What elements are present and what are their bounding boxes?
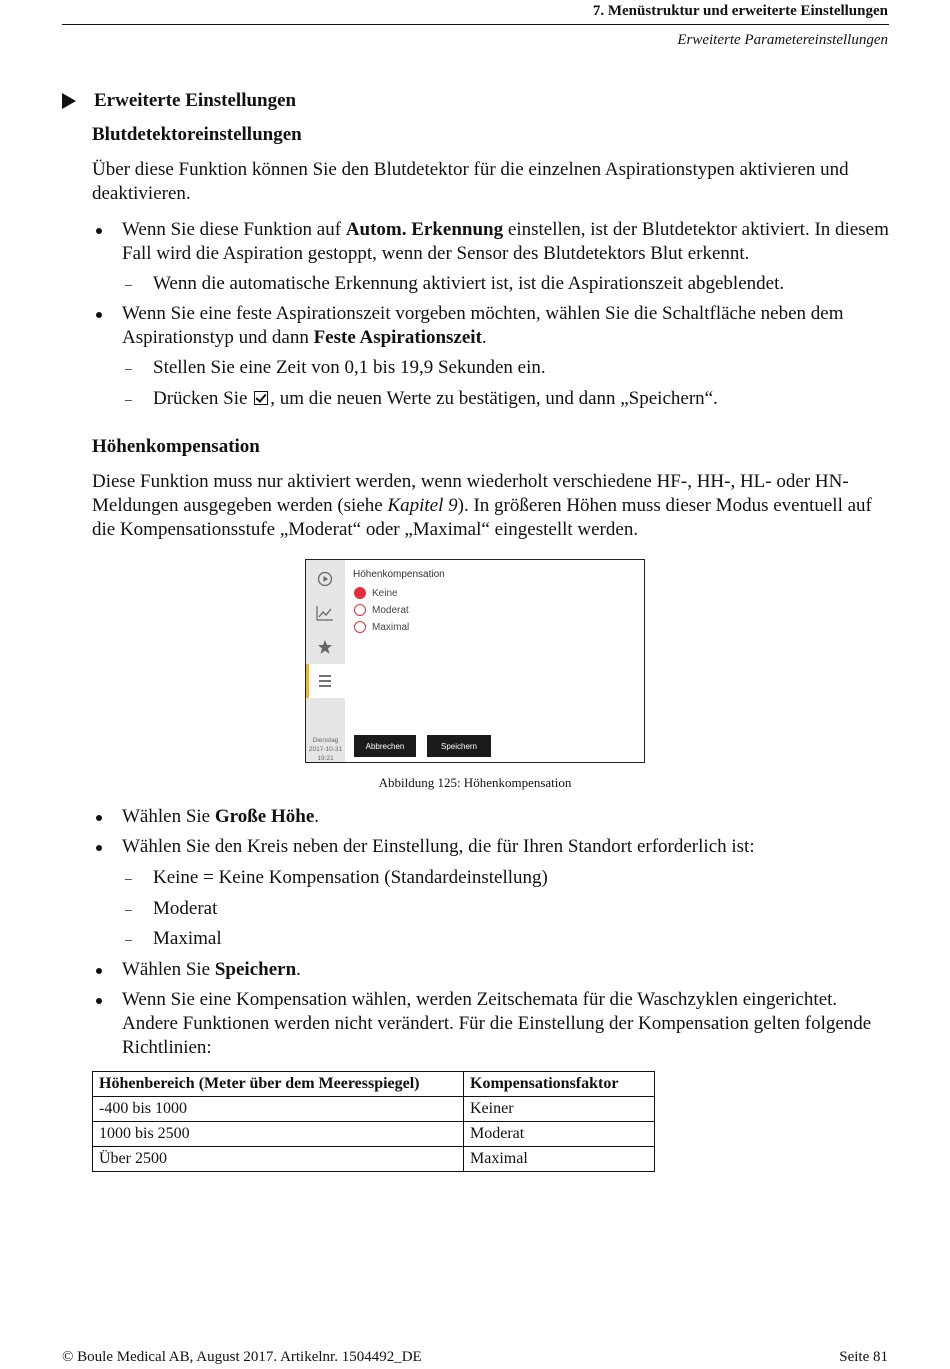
- device-sidebar: [306, 560, 345, 762]
- table-cell: -400 bis 1000: [93, 1097, 464, 1122]
- sub-list-item: [122, 897, 892, 921]
- radio-option-moderat[interactable]: [354, 604, 409, 616]
- device-title: Höhenkompensation: [353, 569, 445, 580]
- bold-text: Speichern: [214, 959, 297, 980]
- text-run: , um die neuen Werte zu bestätigen, und dann „Speichern“.: [270, 388, 718, 409]
- device-datetime: [306, 736, 345, 763]
- text-run: Maximal: [153, 928, 222, 949]
- bullet-dot-icon: [96, 968, 102, 974]
- bold-text: Große Höhe: [214, 806, 315, 827]
- radio-empty-icon[interactable]: [354, 621, 366, 633]
- list-item: [92, 958, 892, 982]
- device-time: 19:21: [317, 755, 334, 762]
- text-run: Wenn die automatische Erkennung aktiviert ist, ist die Aspirationszeit abgeblendet.: [153, 273, 785, 294]
- dash-bullet-icon: [125, 369, 132, 370]
- hoehen-paragraph: [92, 470, 892, 542]
- play-icon[interactable]: [315, 569, 335, 589]
- table-cell: Moderat: [464, 1122, 655, 1147]
- table-cell: Keiner: [464, 1097, 655, 1122]
- text-run: Wenn Sie eine Kompensation wählen, werden Zeitschemata für die Waschzyklen eingerichtet. Andere Funktionen werden nicht verändert. Für die Einstellung der Kompensation gelten folgende Richtlinien:: [122, 989, 872, 1058]
- text-run: Wenn Sie diese Funktion auf: [122, 219, 346, 240]
- text-run: Wenn Sie eine feste Aspirationszeit vorgeben möchten, wählen Sie die Schaltfläche neben dem Aspirationstyp und dann: [122, 303, 844, 348]
- radio-label: Keine: [372, 587, 398, 599]
- header-chapter: 7. Menüstruktur und erweiterte Einstellungen: [592, 3, 888, 19]
- text-run: Stellen Sie eine Zeit von 0,1 bis 19,9 Sekunden ein.: [153, 357, 546, 378]
- section-title: [62, 90, 296, 112]
- radio-option-maximal[interactable]: [354, 621, 409, 633]
- list-item: [92, 835, 892, 859]
- text-run: Moderat: [153, 898, 218, 919]
- column-header: Kompensationsfaktor: [464, 1072, 655, 1097]
- table-cell: Maximal: [464, 1147, 655, 1172]
- text-run: Wählen Sie: [122, 959, 215, 980]
- section-title-text: Erweiterte Einstellungen: [94, 90, 297, 111]
- device-date: 2017-10-31: [308, 746, 343, 753]
- compensation-table: [92, 1071, 655, 1172]
- footer-page-number: Seite 81: [839, 1349, 888, 1365]
- table-cell: 1000 bis 2500: [93, 1122, 464, 1147]
- table-cell: Über 2500: [93, 1147, 464, 1172]
- dash-bullet-icon: [125, 400, 132, 401]
- blutdetektor-heading: Blutdetektoreinstellungen: [92, 124, 302, 145]
- radio-label: Moderat: [372, 604, 409, 616]
- radio-option-keine[interactable]: [354, 587, 398, 599]
- radio-label: Maximal: [372, 621, 410, 633]
- radio-empty-icon[interactable]: [354, 604, 366, 616]
- list-item: [92, 218, 892, 266]
- figure-caption: Abbildung 125: Höhenkompensation: [378, 775, 572, 790]
- sub-list-item: [122, 866, 892, 890]
- dash-bullet-icon: [125, 285, 132, 286]
- list-item: [92, 302, 892, 350]
- list-item: [92, 988, 892, 1060]
- text-run: .: [481, 327, 487, 348]
- bullet-dot-icon: [96, 845, 102, 851]
- header-rule: [62, 24, 889, 25]
- text-run: Wählen Sie den Kreis neben der Einstellung, die für Ihren Standort erforderlich ist:: [122, 836, 755, 857]
- chart-icon[interactable]: [315, 603, 335, 623]
- dash-bullet-icon: [125, 910, 132, 911]
- footer-copyright: © Boule Medical AB, August 2017. Artikelnr. 1504492_DE: [62, 1349, 422, 1365]
- save-button[interactable]: Speichern: [427, 735, 491, 757]
- dash-bullet-icon: [125, 940, 132, 941]
- table-row: [93, 1122, 655, 1147]
- bullet-dot-icon: [96, 312, 102, 318]
- bullet-dot-icon: [96, 815, 102, 821]
- text-run: Drücken Sie: [153, 388, 253, 409]
- bullet-dot-icon: [96, 228, 102, 234]
- star-icon[interactable]: [315, 637, 335, 657]
- text-run: .: [296, 959, 301, 980]
- sub-list-item: [122, 927, 892, 951]
- sub-list-item: [122, 356, 892, 380]
- text-run: Keine = Keine Kompensation (Standardeinstellung): [153, 867, 548, 888]
- device-screenshot: [305, 559, 645, 763]
- chapter-reference: Kapitel 9: [387, 495, 458, 516]
- triangle-bullet-icon: [62, 93, 76, 109]
- table-row: [93, 1147, 655, 1172]
- list-item: [92, 805, 892, 829]
- cancel-button[interactable]: Abbrechen: [354, 735, 416, 757]
- text-run: einstellen, ist der Blutdetektor aktiviert. In diesem Fall wird die Aspiration gestoppt, wenn der Sensor des Blutdetektors Blut erkennt.: [122, 219, 889, 264]
- blutdetektor-intro: Über diese Funktion können Sie den Blutdetektor für die einzelnen Aspirationstypen aktivieren und deaktivieren.: [92, 159, 849, 204]
- radio-selected-icon[interactable]: [354, 587, 366, 599]
- table-header-row: [93, 1072, 655, 1097]
- bullet-dot-icon: [96, 998, 102, 1004]
- column-header: Höhenbereich (Meter über dem Meeresspiegel): [93, 1072, 464, 1097]
- device-day: Dienstag: [312, 737, 339, 744]
- text-run: ). In größeren Höhen muss dieser Modus eventuell auf die Kompensationsstufe „Moderat“ oder „Maximal“ eingestellt werden.: [92, 495, 872, 540]
- sub-list-item: [122, 387, 892, 411]
- sub-list-item: [122, 272, 892, 296]
- text-run: .: [314, 806, 320, 827]
- table-row: [93, 1097, 655, 1122]
- text-run: Wählen Sie: [122, 806, 215, 827]
- bold-text: Feste Aspirationszeit: [313, 327, 482, 348]
- text-run: Diese Funktion muss nur aktiviert werden, wenn wiederholt verschiedene HF-, HH-, HL- oder HN-Meldungen ausgegeben werden (siehe: [92, 471, 849, 516]
- menu-icon[interactable]: [315, 671, 335, 691]
- dash-bullet-icon: [125, 879, 132, 880]
- hoehen-heading: Höhenkompensation: [92, 436, 260, 457]
- checkbox-checked-icon: [254, 391, 268, 405]
- bold-text: Autom. Erkennung: [345, 219, 504, 240]
- header-section: Erweiterte Parametereinstellungen: [677, 32, 888, 48]
